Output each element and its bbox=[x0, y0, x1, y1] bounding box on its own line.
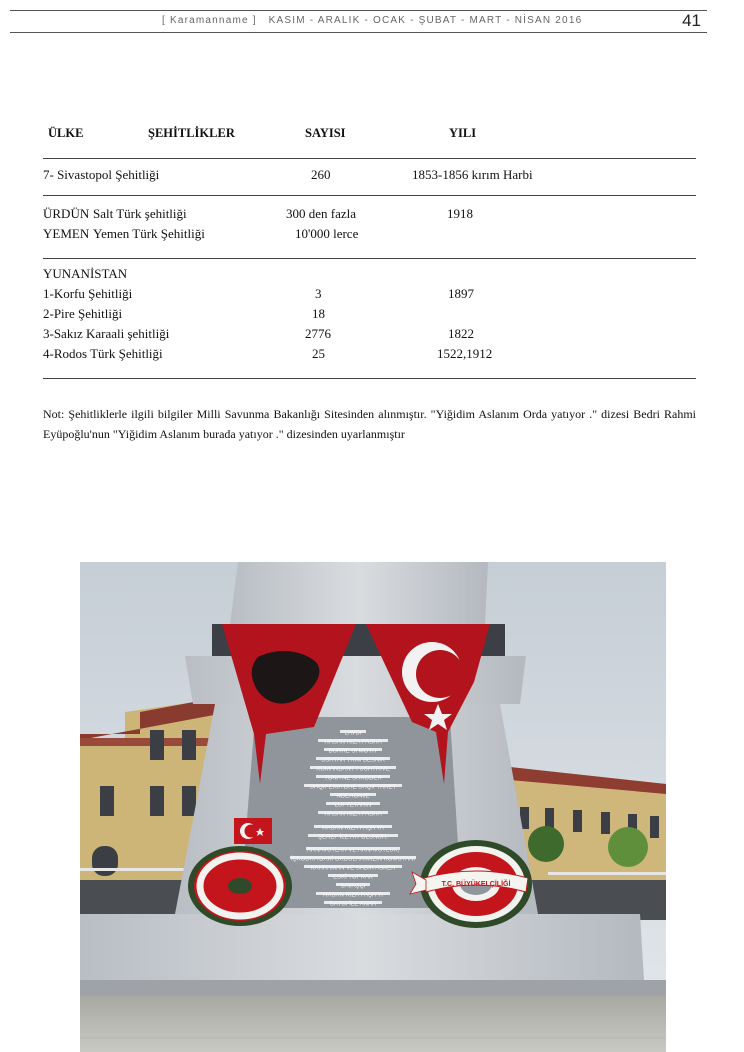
inscription-line: BURRE SI MOTIT bbox=[328, 748, 378, 755]
magazine-name: [ Karamanname ] bbox=[162, 15, 257, 26]
cemetery-year: 1822 bbox=[448, 326, 474, 341]
inscription-line: USHTAR TRIM BESNIK bbox=[320, 757, 386, 764]
country-name: ÜRDÜN bbox=[43, 206, 90, 221]
inscription-line: LAVDI bbox=[344, 730, 362, 737]
country-name: YUNANİSTAN bbox=[43, 266, 128, 281]
table-header-row bbox=[43, 120, 696, 159]
inscription-line: KOMANDANT I USHTRIVE bbox=[316, 766, 390, 773]
table-row bbox=[43, 259, 696, 379]
cemetery-count: 2776 bbox=[305, 326, 331, 341]
cemetery-year: 1853-1856 kırım Harbi bbox=[412, 167, 533, 182]
cemetery-name: 3-Sakız Karaali şehitliği bbox=[43, 326, 170, 341]
inscription-line: SAYGI İLE ANAR bbox=[329, 901, 377, 908]
list-item bbox=[43, 226, 696, 246]
list-item bbox=[43, 306, 696, 326]
cemetery-year: 1918 bbox=[447, 206, 473, 221]
header-country: ÜLKE bbox=[48, 126, 84, 140]
inscription-line: HASAN RIZA PAŞA'YI bbox=[323, 892, 383, 899]
header-year: YILI bbox=[449, 126, 477, 140]
list-item bbox=[43, 206, 696, 226]
footnote: Not: Şehitliklerle ilgili bilgiler Milli Savunma Bakanlığı Sitesinden alınmıştır. "Yiğidim Aslanım Orda yatıyor ." dizesi Bedri Rahmi Eyüpoğlu'nun "Yiğidim Aslanım burada yatıyor ." dizesinden uyarlanmıştır bbox=[43, 407, 696, 441]
cemetery-name: Salt Türk şehitliği bbox=[93, 206, 187, 221]
header-issue-info bbox=[162, 15, 582, 26]
cemetery-count: 25 bbox=[312, 346, 325, 361]
cemetery-name: 1-Korfu Şehitliği bbox=[43, 286, 133, 301]
header-count: SAYISI bbox=[305, 126, 346, 140]
monument-illustration bbox=[80, 562, 666, 1052]
country-name: YEMEN bbox=[43, 226, 90, 241]
cemetery-name: 2-Pire Şehitliği bbox=[43, 306, 123, 321]
inscription-line: İŞKODRA'DAKİ ORDULARIMIZIN KOMUTANI bbox=[290, 856, 416, 863]
monument-photo bbox=[80, 562, 666, 1052]
cemetery-count: 300 den fazla bbox=[286, 206, 357, 221]
inscription-line: ŞEREF İLE ATFOLUNUR. bbox=[318, 834, 388, 841]
inscription-line: HASAN RIZA PASHA bbox=[324, 739, 382, 746]
header-rule-top bbox=[10, 10, 707, 11]
inscription-line: HASAN RIZA PAŞA'YA bbox=[322, 825, 384, 832]
table-row bbox=[43, 196, 696, 259]
cemetery-count: 10'000 lerce bbox=[295, 226, 359, 241]
header-rule-bottom bbox=[10, 32, 707, 33]
inscription-line: HASAN RIZA PASHA bbox=[324, 811, 382, 818]
inscription-line: LUFTETARIN bbox=[334, 802, 372, 809]
inscription-line: ARNAVUTLAR VE ARNAVUTLUK, bbox=[306, 847, 400, 854]
issue-months: KASIM - ARALIK - OCAK - ŞUBAT - MART - NİSAN 2016 bbox=[268, 15, 583, 26]
inscription-line: ESKİ TOPRAK bbox=[333, 874, 373, 881]
cemetery-name: 4-Rodos Türk Şehitliği bbox=[43, 346, 163, 361]
table-row bbox=[43, 159, 696, 196]
martyr-cemetery-table bbox=[43, 120, 696, 379]
page-header bbox=[10, 8, 707, 34]
inscription-line: SHQIPERIA DHE SHQIPTARET bbox=[309, 784, 397, 791]
list-item bbox=[43, 266, 696, 286]
inscription-line: NDERONJE bbox=[336, 793, 370, 800]
page-number: 41 bbox=[682, 11, 701, 30]
list-item bbox=[43, 286, 696, 306]
inscription-line: SAVAŞÇI bbox=[340, 883, 366, 890]
inscription-line: KAHRAMAN VE SADIK ASKER bbox=[310, 865, 396, 872]
cemetery-year: 1522,1912 bbox=[437, 346, 493, 361]
cemetery-year: 1897 bbox=[448, 286, 474, 301]
cemetery-count: 3 bbox=[315, 286, 322, 301]
inscription-line: TONA NE SHKODER bbox=[324, 775, 382, 782]
header-cemetery: ŞEHİTLİKLER bbox=[148, 126, 235, 140]
cemetery-count: 18 bbox=[312, 306, 325, 321]
cemetery-count: 260 bbox=[311, 167, 331, 182]
list-item bbox=[43, 346, 696, 366]
cemetery-name: Yemen Türk Şehitliği bbox=[93, 226, 205, 241]
cemetery-name: 7- Sivastopol Şehitliği bbox=[43, 167, 160, 182]
list-item bbox=[43, 326, 696, 346]
wreath-ribbon-text: T.C. BÜYÜKELÇİLİĞİ bbox=[441, 881, 511, 888]
